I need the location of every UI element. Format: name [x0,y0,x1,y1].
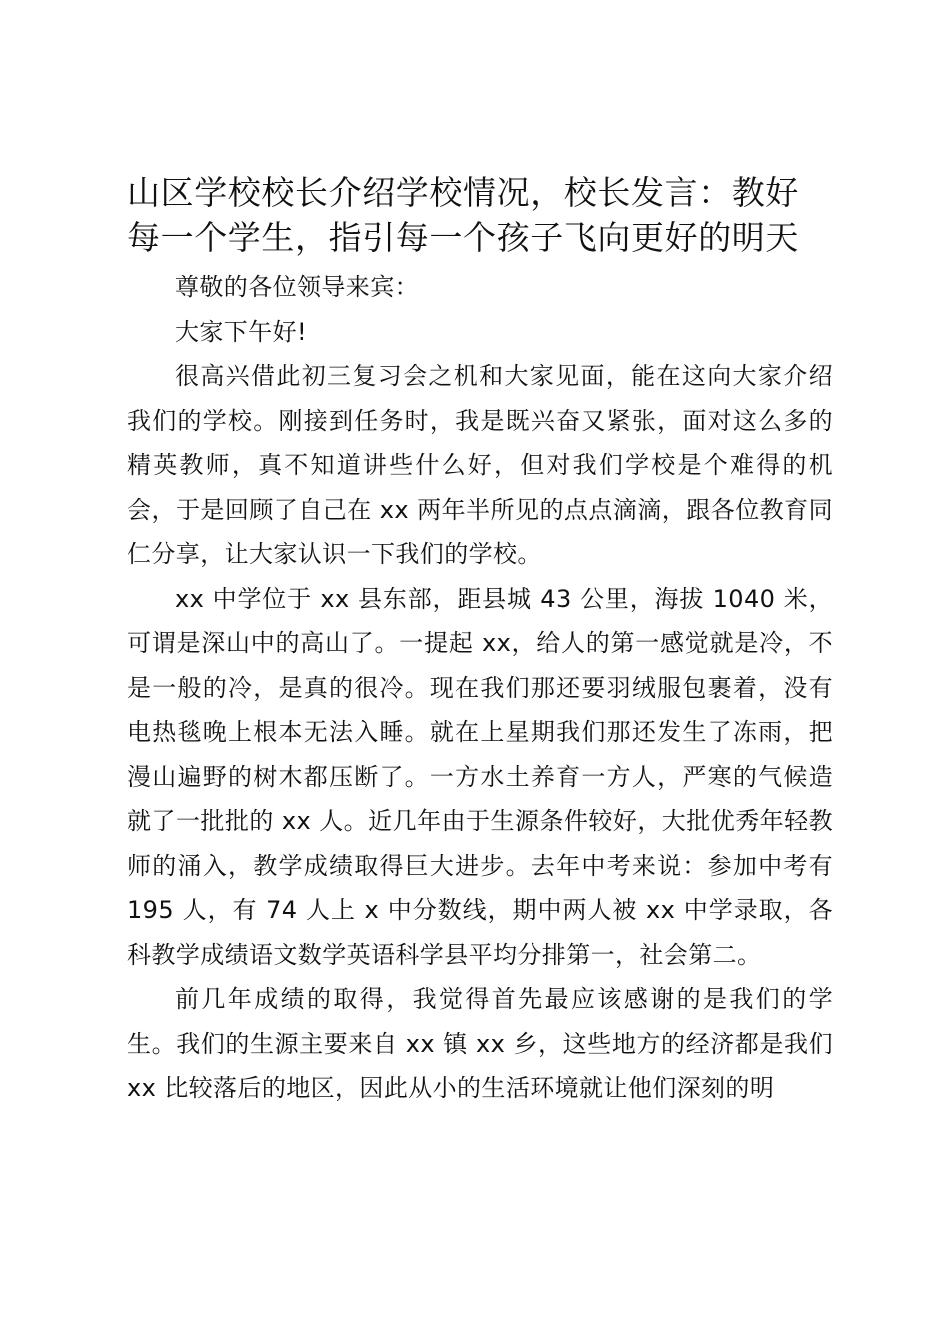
document-page [127,170,833,1111]
paragraph-intro: 很高兴借此初三复习会之机和大家见面，能在这向大家介绍我们的学校。刚接到任务时，我是既兴奋又紧张，面对这么多的精英教师，真不知道讲些什么好，但对我们学校是个难得的机会，于是回顾了自己在 xx 两年半所见的点点滴滴，跟各位教育同仁分享，让大家认识一下我们的学校。 [127,362,833,568]
paragraph-students: 前几年成绩的取得，我觉得首先最应该感谢的是我们的学生。我们的生源主要来自 xx 镇 xx 乡，这些地方的经济都是我们 xx 比较落后的地区，因此从小的生活环境就让他们深刻的明 [127,985,833,1102]
paragraph-school-overview: xx 中学位于 xx 县东部，距县城 43 公里，海拔 1040 米，可谓是深山中的高山了。一提起 xx，给人的第一感觉就是冷，不是一般的冷，是真的很冷。现在我们那还要羽绒服包裹着，没有电热毯晚上根本无法入睡。就在上星期我们那还发生了冻雨，把漫山遍野的树木都压断了。一方水土养育一方人，严寒的气候造就了一批批的 xx 人。近几年由于生源条件较好，大批优秀年轻教师的涌入，教学成绩取得巨大进步。去年中考来说：参加中考有 195 人，有 74 人上 x 中分数线，期中两人被 xx 中学录取，各科教学成绩语文数学英语科学县平均分排第一，社会第二。 [127,584,833,969]
salutation: 尊敬的各位领导来宾： [175,273,419,301]
title-line-1: 山区学校校长介绍学校情况，校长发言：教好 [127,173,799,212]
document-title [127,170,833,260]
title-line-2: 每一个学生，指引每一个孩子飞向更好的明天 [127,218,799,257]
greeting: 大家下午好! [175,317,308,346]
